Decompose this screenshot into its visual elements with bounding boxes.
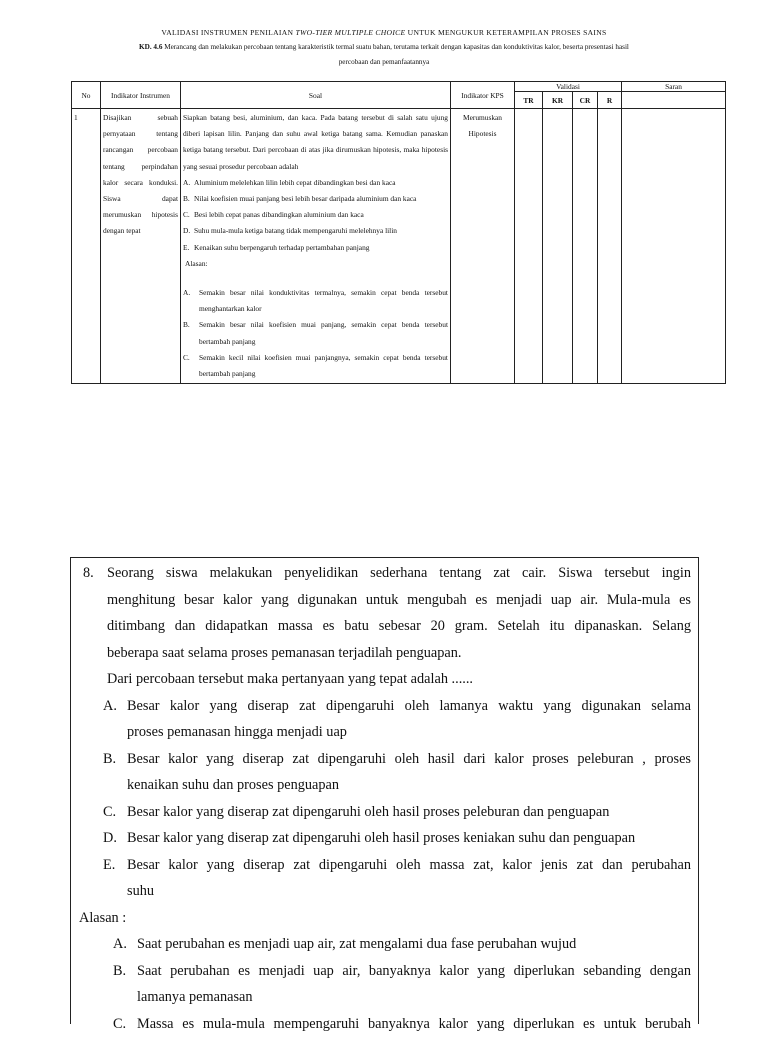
title-emphasis: TWO-TIER MULTIPLE CHOICE — [295, 28, 405, 37]
option-d — [83, 825, 691, 852]
validation-table — [71, 81, 726, 384]
alasan-label: Alasan: — [183, 256, 448, 272]
cell-saran[interactable] — [622, 109, 726, 384]
kd-text-cont: percobaan dan pemanfaatannya — [40, 55, 728, 70]
cell-no: 1 — [72, 109, 101, 384]
option-key: A. — [183, 175, 194, 191]
option-text: Besar kalor yang diserap zat dipengaruhi oleh hasil proses keniakan suhu dan penguapan — [127, 825, 691, 852]
option-b — [83, 746, 691, 799]
reason-key: A. — [83, 931, 137, 958]
option-text: Suhu mula-mula ketiga batang tidak mempengaruhi melelehnya lilin — [194, 223, 448, 239]
question-8-box — [70, 557, 699, 1024]
alasan-label: Alasan : — [79, 905, 691, 932]
option-text: Besar kalor yang diserap zat dipengaruhi oleh massa zat, kalor jenis zat dan perubahan — [127, 852, 691, 879]
cell-cr[interactable] — [573, 109, 598, 384]
header-indikator-kps: Indikator KPS — [451, 82, 515, 109]
question-prompt: Dari percobaan tersebut maka pertanyaan yang tepat adalah ...... — [83, 666, 691, 693]
option-key: C. — [83, 799, 127, 826]
option-key: D. — [83, 825, 127, 852]
option-text-cont: proses pemanasan hingga menjadi uap — [127, 719, 691, 746]
option-e — [83, 852, 691, 905]
option-text: Kenaikan suhu berpengaruh terhadap pertambahan panjang — [194, 240, 448, 256]
reason-text: Semakin besar nilai konduktivitas termalnya, semakin cepat benda tersebut menghantarkan kalor — [199, 285, 448, 317]
option-e — [183, 240, 448, 256]
question-line: menghitung besar kalor yang digunakan untuk mengubah es menjadi uap air. Mula-mula es — [83, 587, 691, 614]
reason-text-cont: lamanya pemanasan — [137, 984, 691, 1011]
reason-b — [83, 958, 691, 1011]
reason-text: Massa es mula-mula mempengaruhi banyaknya kalor yang diperlukan es untuk berubah — [137, 1011, 691, 1037]
header-tr: TR — [515, 92, 543, 109]
option-d — [183, 223, 448, 239]
reason-key: B. — [183, 317, 199, 349]
reason-key: A. — [183, 285, 199, 317]
option-text: Nilai koefisien muai panjang besi lebih besar daripada aluminium dan kaca — [194, 191, 448, 207]
question-line: Seorang siswa melakukan penyelidikan sederhana tentang zat cair. Siswa tersebut ingin — [83, 560, 691, 587]
kd-text: Merancang dan melakukan percobaan tentang karakteristik termal suatu bahan, terutama terkait dengan kapasitas dan konduktivitas kalor, beserta presentasi hasil — [162, 43, 629, 51]
option-key: E. — [183, 240, 194, 256]
cell-soal — [181, 109, 451, 384]
header-cr: CR — [573, 92, 598, 109]
header-kr: KR — [543, 92, 573, 109]
option-key: C. — [183, 207, 194, 223]
reason-c — [183, 350, 448, 382]
question-stem: Siapkan batang besi, aluminium, dan kaca. Pada batang tersebut di salah satu ujung diberi lapisan lilin. Panjang dan suhu awal ketiga batang sama. Kemudian panaskan ketiga batang tersebut. Dari percobaan di atas jika dirumuskan hipotesis, maka hipotesis yang sesuai prosedur percobaan adalah — [183, 110, 448, 175]
option-c — [83, 799, 691, 826]
reason-key: B. — [83, 958, 137, 1011]
option-text: Besar kalor yang diserap zat dipengaruhi oleh lamanya waktu yang digunakan selama — [127, 693, 691, 720]
option-key: E. — [83, 852, 127, 905]
header-no: No — [72, 82, 101, 109]
header-indikator-instrumen: Indikator Instrumen — [101, 82, 181, 109]
reason-a — [83, 931, 691, 958]
table-row — [72, 109, 726, 384]
title-part: UNTUK MENGUKUR KETERAMPILAN PROSES SAINS — [405, 28, 606, 37]
option-text-cont: kenaikan suhu dan proses penguapan — [127, 772, 691, 799]
question-line: ditimbang dan didapatkan massa es batu sebesar 20 gram. Setelah itu dipanaskan. Selang — [83, 613, 691, 640]
option-key: B. — [83, 746, 127, 799]
option-text: Besar kalor yang diserap zat dipengaruhi oleh hasil dari kalor proses peleburan , proses — [127, 746, 691, 773]
header-r: R — [598, 92, 622, 109]
option-c — [183, 207, 448, 223]
header-soal: Soal — [181, 82, 451, 109]
option-text-cont: suhu — [127, 878, 691, 905]
header-saran: Saran — [622, 82, 726, 92]
option-text: Aluminium melelehkan lilin lebih cepat dibandingkan besi dan kaca — [194, 175, 448, 191]
reason-b — [183, 317, 448, 349]
option-key: D. — [183, 223, 194, 239]
cell-indikator: Disajikan sebuah pernyataan tentang rancangan percobaan tentang perpindahan kalor secara konduksi. Siswa dapat merumuskan hipotesis dengan tepat — [101, 109, 181, 384]
option-a — [83, 693, 691, 746]
cell-kps: Merumuskan Hipotesis — [451, 109, 515, 384]
reason-a — [183, 285, 448, 317]
reason-text: Saat perubahan es menjadi uap air, zat mengalami dua fase perubahan wujud — [137, 931, 691, 958]
option-a — [183, 175, 448, 191]
kd-label: KD. 4.6 — [139, 43, 162, 51]
question-8 — [83, 560, 691, 1037]
reason-key: C. — [183, 350, 199, 382]
header-validasi: Validasi — [515, 82, 622, 92]
title-part: VALIDASI INSTRUMEN PENILAIAN — [161, 28, 295, 37]
document-title — [40, 28, 728, 37]
reason-key: C. — [83, 1011, 137, 1037]
reason-text: Semakin besar nilai koefisien muai panjang, semakin cepat benda tersebut bertambah panjang — [199, 317, 448, 349]
cell-r[interactable] — [598, 109, 622, 384]
reason-text: Semakin kecil nilai koefisien muai panjangnya, semakin cepat benda tersebut bertambah panjang — [199, 350, 448, 382]
option-key: B. — [183, 191, 194, 207]
cell-tr[interactable] — [515, 109, 543, 384]
option-text: Besar kalor yang diserap zat dipengaruhi oleh hasil proses peleburan dan penguapan — [127, 799, 691, 826]
reason-text: Saat perubahan es menjadi uap air, banyaknya kalor yang diperlukan sebanding dengan — [137, 958, 691, 985]
question-number: 8. — [83, 560, 94, 587]
cell-kr[interactable] — [543, 109, 573, 384]
option-text: Besi lebih cepat panas dibandingkan aluminium dan kaca — [194, 207, 448, 223]
option-key: A. — [83, 693, 127, 746]
option-b — [183, 191, 448, 207]
question-line: beberapa saat selama proses pemanasan terjadilah penguapan. — [83, 640, 691, 667]
header-saran-blank — [622, 92, 726, 109]
kd-statement — [40, 40, 728, 70]
